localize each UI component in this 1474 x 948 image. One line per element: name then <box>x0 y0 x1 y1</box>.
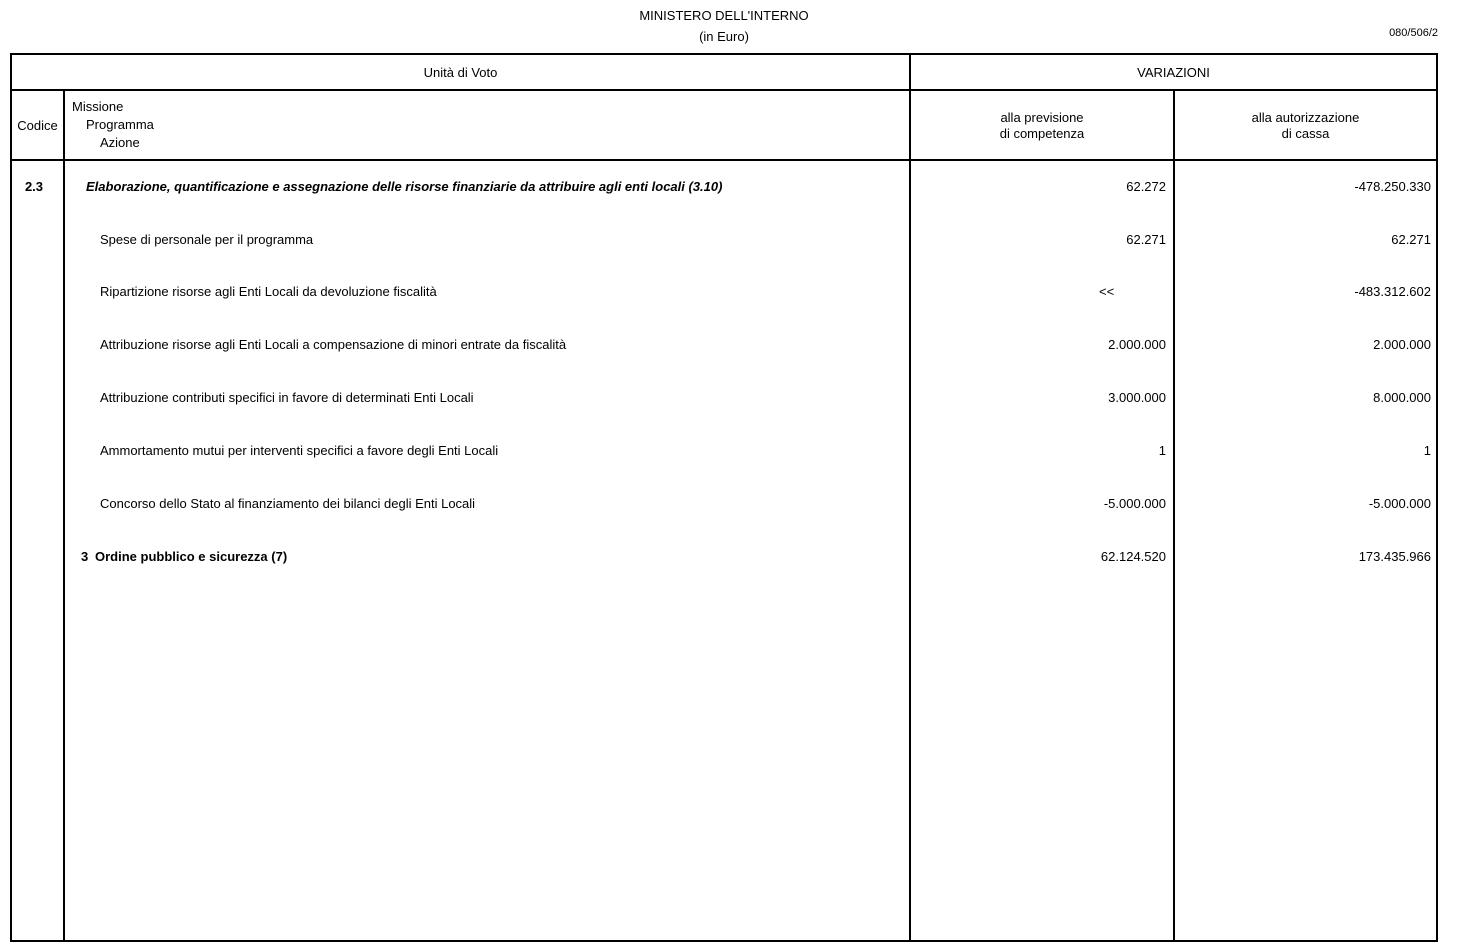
table-border-top <box>10 53 1438 55</box>
row-cassa: -483.312.602 <box>1354 284 1431 299</box>
row-label: Ammortamento mutui per interventi specifici a favore degli Enti Locali <box>100 443 499 458</box>
row-cassa: -478.250.330 <box>1354 179 1431 194</box>
programma-header: Programma <box>86 117 154 132</box>
header-divider <box>10 89 1438 91</box>
previsione-header-line1: alla previsione <box>1000 110 1084 125</box>
row-cassa: 2.000.000 <box>1373 337 1431 352</box>
row-codice: 2.3 <box>24 179 44 194</box>
cassa-header-line2: di cassa <box>1281 126 1330 141</box>
row-cassa: 173.435.966 <box>1358 549 1431 564</box>
row-label: Ordine pubblico e sicurezza (7) <box>95 549 288 564</box>
header-bottom-divider <box>10 159 1438 161</box>
row-competenza: 62.272 <box>1126 179 1166 194</box>
row-competenza: << <box>1099 284 1115 299</box>
currency-unit: (in Euro) <box>699 29 749 44</box>
codice-header: Codice <box>17 118 58 133</box>
row-cassa: 8.000.000 <box>1373 390 1431 405</box>
row-cassa: 1 <box>1423 443 1431 458</box>
table-border-right <box>1436 53 1438 942</box>
row-cassa: -5.000.000 <box>1368 496 1431 511</box>
azione-header: Azione <box>100 135 140 150</box>
cassa-divider <box>1173 89 1175 942</box>
cassa-header-line1: alla autorizzazione <box>1251 110 1360 125</box>
row-missione-number: 3 <box>81 549 89 564</box>
row-label: Ripartizione risorse agli Enti Locali da devoluzione fiscalità <box>100 284 437 299</box>
page-code: 080/506/2 <box>1389 27 1438 39</box>
table-border-bottom <box>10 940 1438 942</box>
row-competenza: 62.124.520 <box>1100 549 1166 564</box>
row-label: Attribuzione contributi specifici in favore di determinati Enti Locali <box>100 390 474 405</box>
previsione-header-line2: di competenza <box>999 126 1085 141</box>
variazioni-header: VARIAZIONI <box>1137 65 1210 80</box>
row-label: Spese di personale per il programma <box>100 232 314 247</box>
row-competenza: 62.271 <box>1126 232 1166 247</box>
missione-header: Missione <box>72 99 124 114</box>
row-label: Attribuzione risorse agli Enti Locali a compensazione di minori entrate da fiscalità <box>100 337 567 352</box>
row-cassa: 62.271 <box>1391 232 1431 247</box>
unita-di-voto-header: Unità di Voto <box>423 65 498 80</box>
row-competenza: 1 <box>1158 443 1166 458</box>
row-label: Elaborazione, quantificazione e assegnazione delle risorse finanziarie da attribuire agli enti locali (3.10) <box>86 179 723 194</box>
codice-divider <box>63 89 65 942</box>
row-competenza: 2.000.000 <box>1108 337 1166 352</box>
row-competenza: 3.000.000 <box>1108 390 1166 405</box>
row-competenza: -5.000.000 <box>1103 496 1166 511</box>
row-label: Concorso dello Stato al finanziamento dei bilanci degli Enti Locali <box>100 496 476 511</box>
ministry-title: MINISTERO DELL'INTERNO <box>639 8 809 23</box>
